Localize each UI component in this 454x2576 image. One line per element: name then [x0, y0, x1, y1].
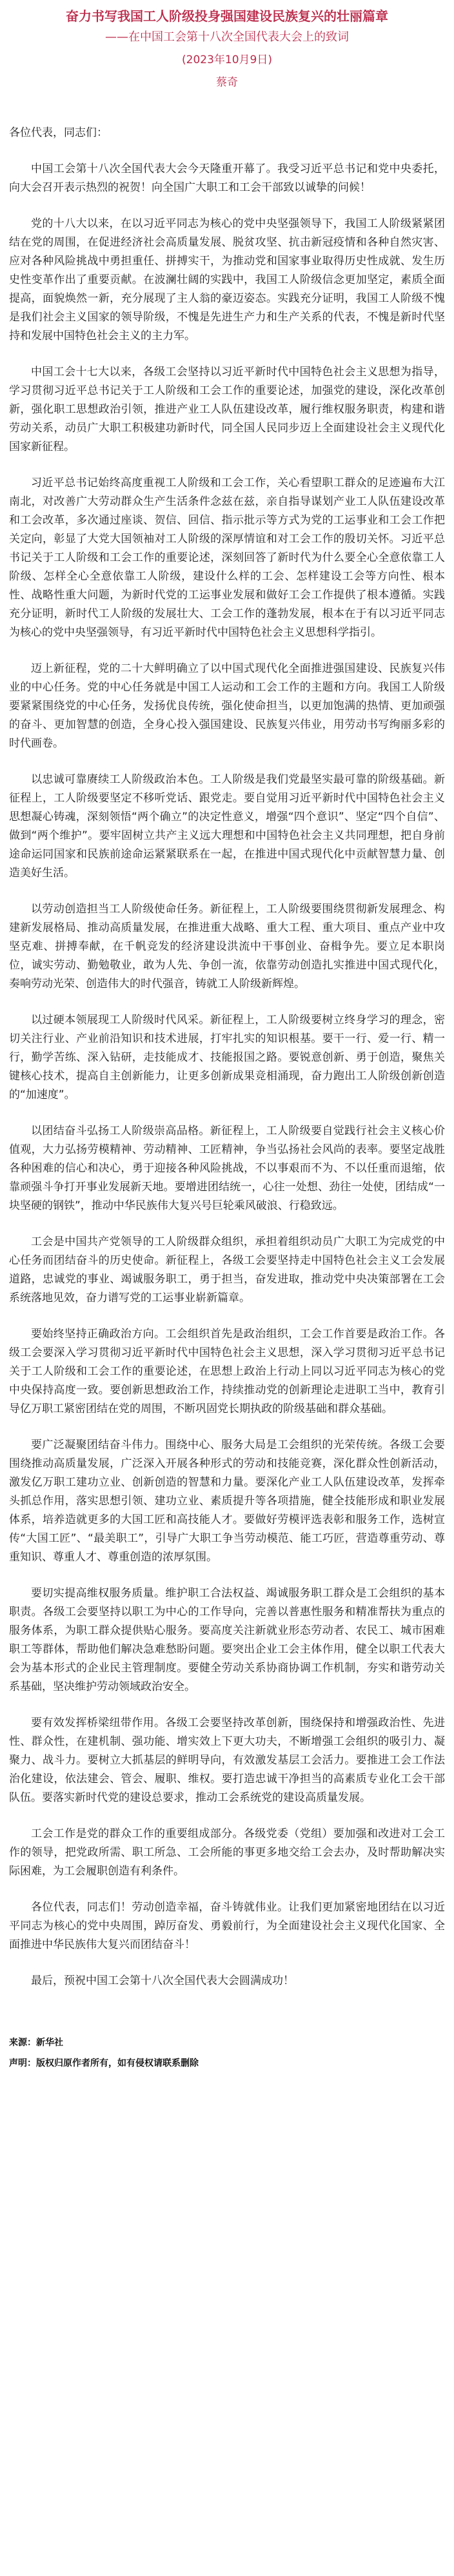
article-paragraph: 迈上新征程，党的二十大鲜明确立了以中国式现代化全面推进强国建设、民族复兴伟业的中心任务。党的中心任务就是中国工人运动和工会工作的主题和方向。我国工人阶级要紧紧围绕党的中心任务，发扬优良传统，强化使命担当，以更加饱满的热情、更加顽强的奋斗、更加智慧的创造，全身心投入强国建设、民族复兴伟业，用劳动书写绚丽多彩的时代画卷。 [9, 662, 445, 750]
page-subtitle: ——在中国工会第十八次全国代表大会上的致词 [105, 30, 349, 44]
article-paragraph: 以劳动创造担当工人阶级使命任务。新征程上，工人阶级要围绕贯彻新发展理念、构建新发展格局、推动高质量发展，在推进重大战略、重大工程、重大项目、重点产业中攻坚克难、拼搏奉献，在千帆竞发的经济建设洪流中干事创业、奋楫争先。要立足本职岗位，诚实劳动、勤勉敬业，敢为人先、争创一流，依靠劳动创造扎实推进中国式现代化，奏响劳动光荣、创造伟大的时代强音，铸就工人阶级新辉煌。 [9, 903, 445, 990]
article-paragraph: 中国工会十七大以来，各级工会坚持以习近平新时代中国特色社会主义思想为指导，学习贯彻习近平总书记关于工人阶级和工会工作的重要论述，加强党的建设，深化改革创新，强化职工思想政治引领，推进产业工人队伍建设改革，履行维权服务职责，构建和谐劳动关系，动员广大职工积极建功新时代，同全国人民同步迈上全面建设社会主义现代化国家新征程。 [9, 366, 445, 453]
article-paragraph: 习近平总书记始终高度重视工人阶级和工会工作，关心看望职工群众的足迹遍布大江南北，对改善广大劳动群众生产生活条件念兹在兹，亲自指导谋划产业工人队伍建设改革和工会改革，多次通过座谈、贺信、回信、指示批示等方式为党的工运事业和工会工作把关定向，彰显了大党大国领袖对工人阶级的深厚情谊和对工会工作的殷切关怀。习近平总书记关于工人阶级和工会工作的重要论述，深刻回答了新时代为什么要全心全意依靠工人阶级、怎样全心全意依靠工人阶级，建设什么样的工会、怎样建设工会等方向性、根本性、战略性重大问题，为新时代党的工运事业发展和做好工会工作提供了根本遵循。实践充分证明，新时代工人阶级的发展壮大、工会工作的蓬勃发展，根本在于有以习近平同志为核心的党中央坚强领导，有习近平新时代中国特色社会主义思想科学指引。 [9, 477, 445, 639]
author-name: 蔡奇 [216, 76, 238, 89]
source-line: 来源：新华社 [9, 2038, 63, 2048]
article-paragraph: 要切实提高维权服务质量。维护职工合法权益、竭诚服务职工群众是工会组织的基本职责。各级工会要坚持以职工为中心的工作导向，完善以普惠性服务和精准帮扶为重点的服务体系，为职工群众提供贴心服务。要高度关注新就业形态劳动者、农民工、城市困难职工等群体，帮助他们解决急难愁盼问题。要突出企业工会主体作用，健全以职工代表大会为基本形式的企业民主管理制度。要健全劳动关系协商协调工作机制，夯实和谐劳动关系基础，坚决维护劳动领域政治安全。 [9, 1587, 445, 1693]
article-paragraph: 工会是中国共产党领导的工人阶级群众组织，承担着组织动员广大职工为完成党的中心任务而团结奋斗的历史使命。新征程上，各级工会要坚持走中国特色社会主义工会发展道路，忠诚党的事业、竭诚服务职工，勇于担当，奋发进取，推动党中央决策部署在工会系统落地见效，奋力谱写党的工运事业崭新篇章。 [9, 1235, 445, 1304]
article-paragraph: 以过硬本领展现工人阶级时代风采。新征程上，工人阶级要树立终身学习的理念，密切关注行业、产业前沿知识和技术进展，打牢扎实的知识根基。要干一行、爱一行、精一行，勤学苦练、深入钻研，走技能成才、技能报国之路。要锐意创新、勇于创造，聚焦关键核心技术，提高自主创新能力，让更多创新成果竞相涌现，奋力跑出工人阶级创新创造的“加速度”。 [9, 1014, 445, 1101]
page-title: 奋力书写我国工人阶级投身强国建设民族复兴的壮丽篇章 [66, 8, 388, 24]
article-paragraph: 各位代表，同志们！劳动创造幸福，奋斗铸就伟业。让我们更加紧密地团结在以习近平同志为核心的党中央周围，踔厉奋发、勇毅前行，为全面建设社会主义现代化国家、全面推进中华民族伟大复兴而团结奋斗！ [9, 1901, 445, 1951]
article-paragraph: 中国工会第十八次全国代表大会今天隆重开幕了。我受习近平总书记和党中央委托，向大会召开表示热烈的祝贺！向全国广大职工和工会干部致以诚挚的问候！ [9, 162, 445, 194]
article-body [9, 124, 445, 1991]
article-header [9, 6, 445, 94]
article-paragraph: 工会工作是党的群众工作的重要组成部分。各级党委（党组）要加强和改进对工会工作的领导，把党政所需、职工所急、工会所能的事更多地交给工会去办，及时帮助解决实际困难，为工会履职创造有利条件。 [9, 1827, 445, 1878]
salutation: 各位代表，同志们： [9, 126, 108, 139]
article-paragraphs [9, 160, 445, 1991]
article-paragraph: 以团结奋斗弘扬工人阶级崇高品格。新征程上，工人阶级要自觉践行社会主义核心价值观，大力弘扬劳模精神、劳动精神、工匠精神，争当弘扬社会风尚的表率。要坚定战胜各种困难的信心和决心，勇于迎接各种风险挑战，不以事艰而不为、不以任重而退缩，依靠顽强斗争打开事业发展新天地。要增进团结统一，心往一处想、劲往一处使，团结成“一块坚硬的钢铁”，推动中华民族伟大复兴号巨轮乘风破浪、行稳致远。 [9, 1125, 445, 1212]
article-footer [9, 2037, 445, 2069]
article-paragraph: 要始终坚持正确政治方向。工会组织首先是政治组织，工会工作首要是政治工作。各级工会要深入学习贯彻习近平新时代中国特色社会主义思想，深入学习贯彻习近平总书记关于工人阶级和工会工作的重要论述，在思想上政治上行动上同以习近平同志为核心的党中央保持高度一致。要创新思想政治工作，持续推动党的创新理论走进职工当中，教育引导亿万职工紧密团结在党的周围，不断巩固党长期执政的阶级基础和群众基础。 [9, 1328, 445, 1415]
statement-line: 声明：版权归原作者所有，如有侵权请联系删除 [9, 2058, 199, 2069]
article-paragraph: 以忠诚可靠赓续工人阶级政治本色。工人阶级是我们党最坚实最可靠的阶级基础。新征程上，工人阶级要坚定不移听党话、跟党走。要自觉用习近平新时代中国特色社会主义思想凝心铸魂，深刻领悟“两个确立”的决定性意义，增强“四个意识”、坚定“四个自信”、做到“两个维护”。要牢固树立共产主义远大理想和中国特色社会主义共同理想，把自身前途命运同国家和民族前途命运紧紧联系在一起，在推进中国式现代化中贡献智慧力量、创造美好生活。 [9, 773, 445, 880]
date-line: (2023年10月9日) [182, 54, 272, 66]
article-paragraph: 党的十八大以来，在以习近平同志为核心的党中央坚强领导下，我国工人阶级紧紧团结在党的周围，在促进经济社会高质量发展、脱贫攻坚、抗击新冠疫情和各种自然灾害、应对各种风险挑战中勇担重任、拼搏实干，为推动党和国家事业取得历史性成就、发生历史性变革作出了重要贡献。在波澜壮阔的实践中，我国工人阶级信念更加坚定，素质全面提高，面貌焕然一新，充分展现了主人翁的豪迈姿态。实践充分证明，我国工人阶级不愧是我们社会主义国家的领导阶级，不愧是先进生产力和生产关系的代表，不愧是新时代坚持和发展中国特色社会主义的主力军。 [9, 217, 445, 342]
article-paragraph: 要有效发挥桥梁纽带作用。各级工会要坚持改革创新，围绕保持和增强政治性、先进性、群众性，在建机制、强功能、增实效上下更大功夫，不断增强工会组织的吸引力、凝聚力、战斗力。要树立大抓基层的鲜明导向，有效激发基层工会活力。要推进工会工作法治化建设，依法建会、管会、履职、维权。要打造忠诚干净担当的高素质专业化工会干部队伍。要落实新时代党的建设总要求，推动工会系统党的建设高质量发展。 [9, 1716, 445, 1804]
article-paragraph: 最后，预祝中国工会第十八次全国代表大会圆满成功！ [31, 1974, 294, 1987]
article-paragraph: 要广泛凝聚团结奋斗伟力。围绕中心、服务大局是工会组织的光荣传统。各级工会要围绕推动高质量发展，广泛深入开展各种形式的劳动和技能竞赛，深化群众性创新活动，激发亿万职工建功立业、创新创造的智慧和力量。要深化产业工人队伍建设改革，发挥牵头抓总作用，落实思想引领、建功立业、素质提升等各项措施，健全技能形成和职业发展体系，培养造就更多的大国工匠和高技能人才。要做好劳模评选表彰和服务工作，选树宣传“大国工匠”、“最美职工”，引导广大职工争当劳动模范、能工巧匠，营造尊重劳动、尊重知识、尊重人才、尊重创造的浓厚氛围。 [9, 1439, 445, 1564]
